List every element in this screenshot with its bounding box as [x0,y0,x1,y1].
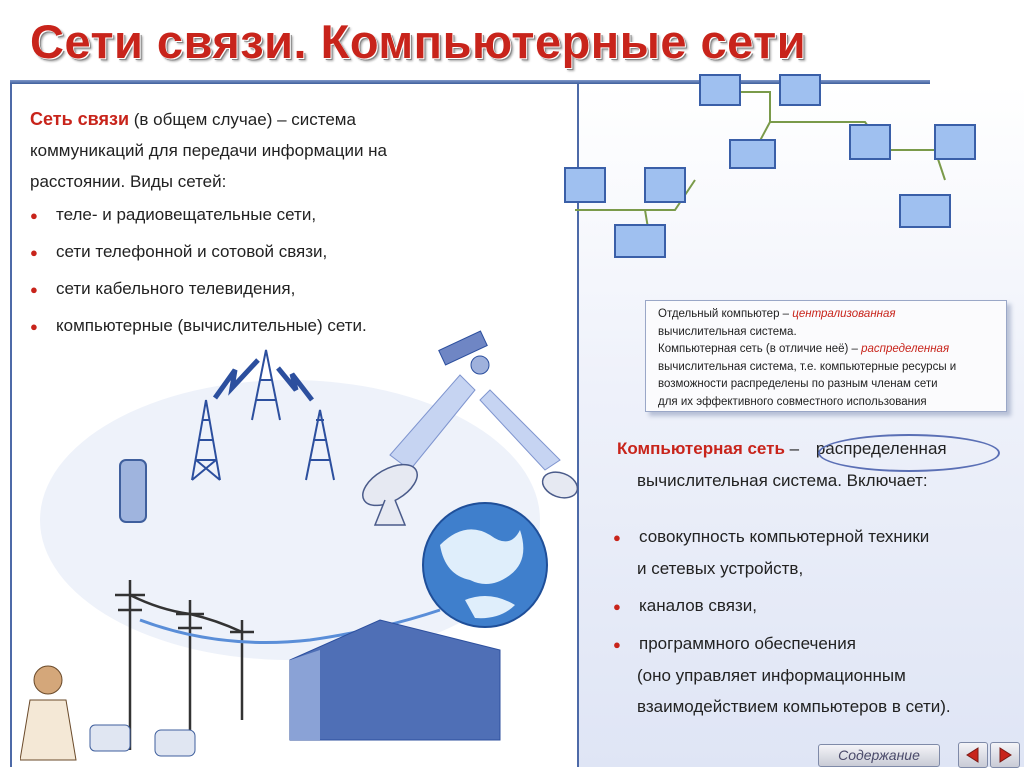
list-item: ● теле- и радиовещательные сети, [30,199,367,236]
operator-icon [20,666,76,760]
intro-text: (в общем случае) – система коммуникаций для передачи информации на расстоянии. Виды сетей: [30,110,388,191]
triangle-left-icon [959,743,987,767]
cell-phone-icon [120,460,146,522]
bullet-icon: ● [30,245,38,260]
computer-network-illustration [555,70,1024,290]
list-item-continuation: и сетевых устройств, [637,559,804,578]
highlight-oval [818,434,1000,472]
list-item: ● компьютерные (вычислительные) сети. [30,310,367,347]
bullet-icon: ● [30,208,38,223]
bullet-icon: ● [613,599,621,614]
page-title: Сети связи. Компьютерные сети [30,15,807,68]
bullet-icon: ● [613,530,621,545]
telecom-illustration [20,320,580,767]
list-item: ● каналов связи, [613,590,1013,622]
left-divider [10,84,12,767]
table-of-contents-button[interactable]: Содержание [818,744,940,767]
list-item: ● сети кабельного телевидения, [30,273,367,310]
next-slide-button[interactable] [990,742,1020,768]
info-callout: Отдельный компьютер – централизованная вычислительная система. Компьютерная сеть (в отличие неё) – распределенная вычислительная система, т.е. компьютерные ресурсы и возможности распределены по разным членам сети для их эффективного совместного использования [645,300,1007,412]
bullet-icon: ● [30,282,38,297]
list-item: ● сети телефонной и сотовой связи, [30,236,367,273]
computer-network-term: Компьютерная сеть [617,439,785,458]
computer-network-definition: Компьютерная сеть – распределенная [617,439,947,458]
list-item-continuation: взаимодействием компьютеров в сети). [637,697,951,716]
intro-term: Сеть связи [30,109,130,129]
triangle-right-icon [991,743,1019,767]
components-list [613,521,1013,722]
intro-paragraph [30,104,450,197]
globe-icon [423,503,547,627]
definition-line: вычислительная система. Включает: [637,471,928,490]
list-item-continuation: (оно управляет информационным [637,666,906,685]
list-item: ● программного обеспечения [613,628,1013,660]
bullet-icon: ● [30,319,38,334]
previous-slide-button[interactable] [958,742,988,768]
desk-phone-icon [155,730,195,756]
desk-phone-icon [90,725,130,751]
bullet-icon: ● [613,637,621,652]
satellite-icon [439,331,489,374]
list-item: ● совокупность компьютерной техники [613,521,1013,553]
